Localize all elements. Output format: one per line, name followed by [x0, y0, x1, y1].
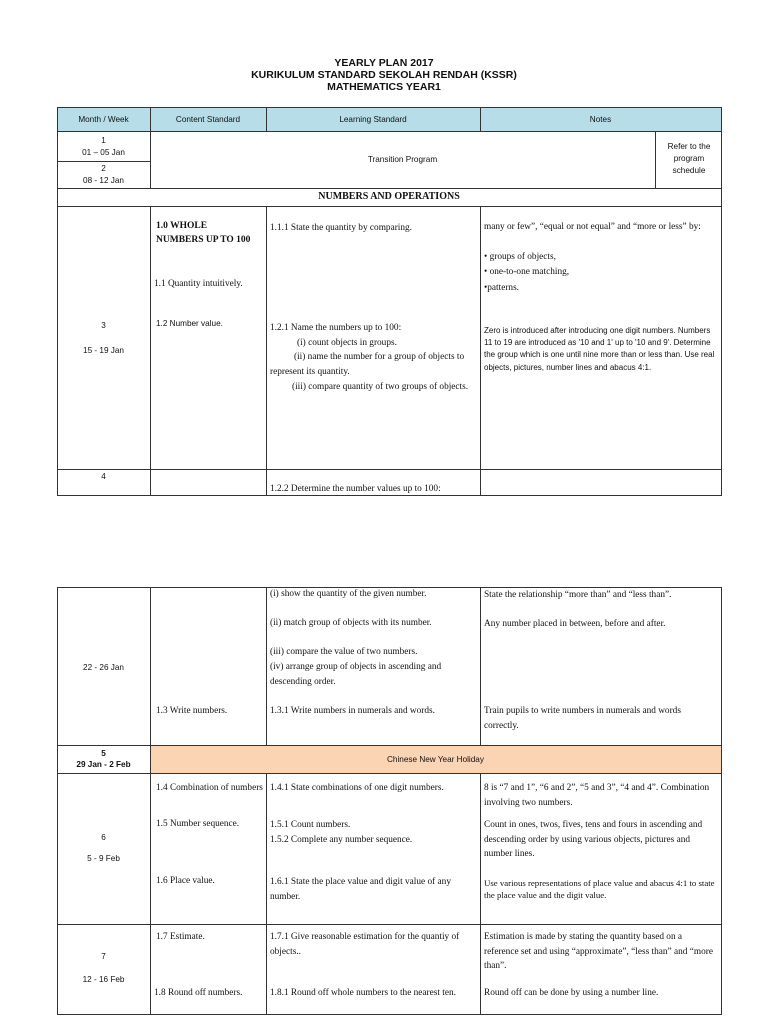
holiday-label: Chinese New Year Holiday: [387, 755, 484, 764]
week-2: 2: [101, 164, 106, 173]
ls-1-7-1: 1.7.1 Give reasonable estimation for the quantiy of objects..: [270, 932, 460, 957]
week-4-dates: 22 - 26 Jan: [83, 663, 124, 672]
title-line-1: YEARLY PLAN 2017: [334, 57, 434, 69]
ls-1-2-1: 1.2.1 Name the numbers up to 100:: [270, 323, 402, 333]
content-1-7: 1.7 Estimate.: [156, 932, 205, 942]
header-month-week: Month / Week: [78, 115, 129, 124]
note-more-less: many or few”, “equal or not equal” and “more or less” by:: [484, 222, 701, 232]
ls-1-2-1-ii: (ii) name the number for a group of objects to represent its quantity.: [270, 352, 465, 377]
note-count-numbers: Count in ones, twos, fives, tens and fours in ascending and descending order by using various objects, pictures and number lines.: [484, 820, 703, 859]
ls-arrange-order: (iv) arrange group of objects in ascending and descending order.: [270, 662, 442, 687]
content-1-2: 1.2 Number value.: [156, 319, 223, 328]
note-number-placed: Any number placed in between, before and after.: [484, 619, 666, 629]
note-bullet-2: • one-to-one matching,: [484, 267, 570, 277]
note-combination: 8 is “7 and 1”, “6 and 2”, “5 and 3”, “4 and 4”. Combination involving two numbers.: [484, 783, 710, 808]
week-2-dates: 08 - 12 Jan: [83, 176, 124, 185]
content-1-1: 1.1 Quantity intuitively.: [154, 279, 243, 289]
ls-match-group: (ii) match group of objects with its number.: [270, 618, 432, 628]
ls-show-quantity: (i) show the quantity of the given number.: [270, 589, 427, 599]
content-whole-numbers: 1.0 WHOLE NUMBERS UP TO 100: [156, 221, 251, 245]
ls-1-5-1: 1.5.1 Count numbers.: [270, 820, 351, 830]
ls-1-4-1: 1.4.1 State combinations of one digit numbers.: [270, 783, 444, 793]
ls-1-3-1: 1.3.1 Write numbers in numerals and words.: [270, 706, 435, 716]
section-title: NUMBERS AND OPERATIONS: [318, 191, 460, 202]
ls-compare-value: (iii) compare the value of two numbers.: [270, 647, 418, 657]
ls-1-2-1-iii: (iii) compare quantity of two groups of objects.: [292, 382, 469, 392]
week-1-dates: 01 – 05 Jan: [82, 148, 125, 157]
content-1-8: 1.8 Round off numbers.: [154, 988, 243, 998]
content-1-4: 1.4 Combination of numbers: [156, 783, 263, 793]
ls-1-5-2: 1.5.2 Complete any number sequence.: [270, 835, 413, 845]
ls-1-1-1: 1.1.1 State the quantity by comparing.: [270, 223, 413, 233]
week-5-dates: 29 Jan - 2 Feb: [76, 760, 131, 769]
week-7-dates: 12 - 16 Feb: [82, 975, 125, 984]
title-line-3: MATHEMATICS YEAR1: [327, 81, 441, 93]
week-5: 5: [101, 749, 106, 758]
week-6-dates: 5 - 9 Feb: [87, 854, 120, 863]
note-round-off: Round off can be done by using a number line.: [484, 988, 659, 998]
content-1-6: 1.6 Place value.: [156, 876, 215, 886]
note-estimation: Estimation is made by stating the quantity based on a reference set and using “approximate”, “less than” and “more than”.: [484, 932, 713, 971]
transition-note: Refer to the program schedule: [667, 142, 711, 175]
header-learning-standard: Learning Standard: [339, 115, 407, 124]
note-bullet-1: • groups of objects,: [484, 252, 556, 262]
content-1-5: 1.5 Number sequence.: [156, 819, 240, 829]
note-zero-intro: Zero is introduced after introducing one digit numbers. Numbers 11 to 19 are introduced as '10 and 1' up to '10 and 9'. Determine the group which is one until nine more than or less than. Use real objects, pictures, number lines and abacus 4:1.: [484, 326, 715, 372]
ls-1-6-1: 1.6.1 State the place value and digit value of any number.: [270, 877, 451, 902]
week-3: 3: [101, 321, 106, 330]
week-4: 4: [101, 472, 106, 481]
week-1: 1: [101, 136, 106, 145]
note-write-numbers: Train pupils to write numbers in numerals and words correctly.: [484, 706, 681, 731]
header-content-standard: Content Standard: [175, 115, 241, 124]
note-bullet-3: •patterns.: [484, 283, 520, 293]
ls-1-2-2: 1.2.2 Determine the number values up to 100:: [270, 484, 441, 494]
transition-program: Transition Program: [367, 155, 438, 164]
week-6: 6: [101, 833, 106, 842]
week-7: 7: [101, 952, 106, 961]
note-place-value: Use various representations of place value and abacus 4:1 to state the place value and the digit value.: [484, 878, 715, 900]
note-relationship: State the relationship “more than” and “less than”.: [484, 590, 672, 600]
title-line-2: KURIKULUM STANDARD SEKOLAH RENDAH (KSSR): [251, 69, 517, 81]
header-notes: Notes: [589, 115, 612, 124]
week-3-dates: 15 - 19 Jan: [83, 346, 124, 355]
ls-1-8-1: 1.8.1 Round off whole numbers to the nearest ten.: [270, 988, 456, 998]
content-1-3: 1.3 Write numbers.: [156, 706, 228, 716]
ls-1-2-1-i: (i) count objects in groups.: [297, 338, 397, 348]
